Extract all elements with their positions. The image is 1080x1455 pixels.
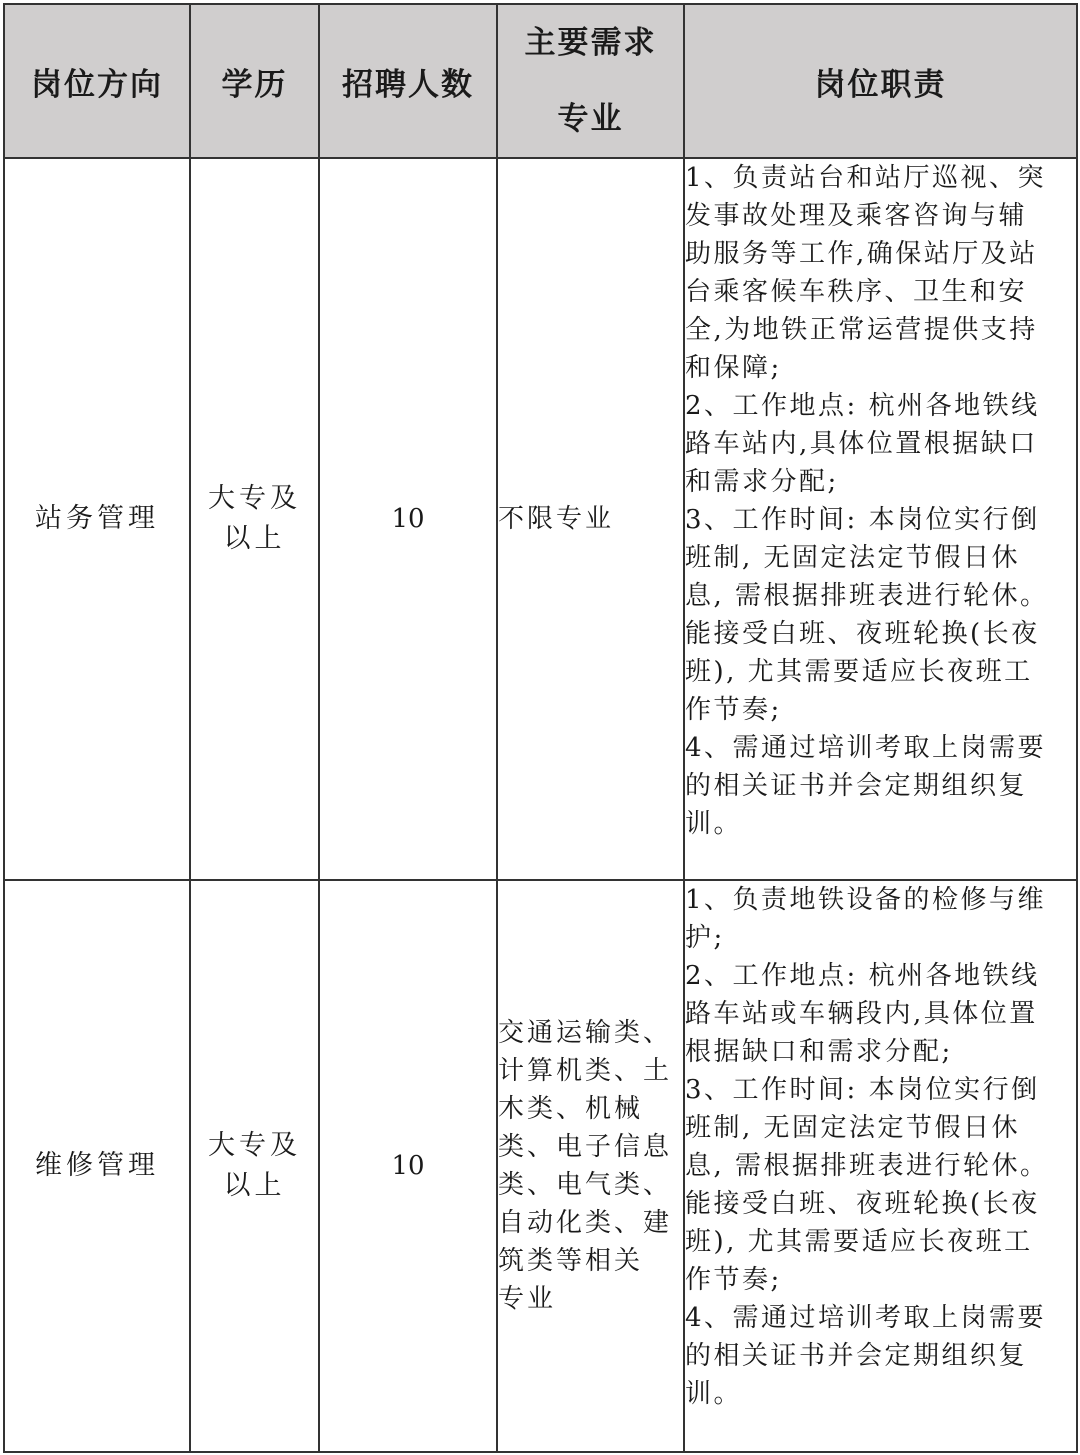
duty-line: 3、工作时间: 本岗位实行倒 <box>685 1075 1040 1105</box>
header-direction: 岗位方向 <box>4 4 190 158</box>
cell-duties <box>684 880 1077 1452</box>
duty-line: 班), 尤其需要适应长夜班工 <box>685 1227 1033 1257</box>
header-education: 学历 <box>190 4 319 158</box>
duty-line: 2、工作地点: 杭州各地铁线 <box>685 391 1040 421</box>
duty-line: 3、工作时间: 本岗位实行倒 <box>685 505 1040 535</box>
duty-line: 路车站内,具体位置根据缺口 <box>685 429 1038 459</box>
duty-line: 班制, 无固定法定节假日休 <box>685 1113 1021 1143</box>
header-duties: 岗位职责 <box>684 4 1077 158</box>
duty-line: 的相关证书并会定期组织复 <box>685 771 1028 801</box>
duty-line: 1、负责站台和站厅巡视、突 <box>685 163 1047 193</box>
cell-headcount: 10 <box>319 158 497 880</box>
cell-major <box>497 158 684 880</box>
cell-direction: 站务管理 <box>4 158 190 880</box>
header-major-line1: 主要需求 <box>524 25 657 61</box>
cell-education <box>190 880 319 1452</box>
duty-line: 台乘客候车秩序、卫生和安 <box>685 277 1028 307</box>
duty-line: 护; <box>685 923 725 953</box>
duty-line: 的相关证书并会定期组织复 <box>685 1341 1028 1371</box>
header-major-line2: 专业 <box>557 101 624 137</box>
duty-line: 2、工作地点: 杭州各地铁线 <box>685 961 1040 991</box>
duty-line: 路车站或车辆段内,具体位置 <box>685 999 1038 1029</box>
cell-headcount: 10 <box>319 880 497 1452</box>
major-line: 类、电气类、 <box>498 1170 673 1200</box>
major-line: 计算机类、土 <box>498 1056 673 1086</box>
cell-education-line: 大专及 <box>208 1130 301 1161</box>
table-header-row <box>4 4 1077 158</box>
cell-education-line: 大专及 <box>208 483 301 514</box>
duty-line: 4、需通过培训考取上岗需要 <box>685 733 1047 763</box>
major-line: 不限专业 <box>498 504 615 534</box>
major-line: 交通运输类、 <box>498 1018 673 1048</box>
duty-line: 训。 <box>685 809 743 839</box>
duty-line: 训。 <box>685 1379 743 1409</box>
duty-line: 班), 尤其需要适应长夜班工 <box>685 657 1033 687</box>
duty-line: 作节奏; <box>685 695 782 725</box>
major-line: 专业 <box>498 1284 557 1314</box>
duty-line: 4、需通过培训考取上岗需要 <box>685 1303 1047 1333</box>
duty-line: 助服务等工作,确保站厅及站 <box>685 239 1038 269</box>
cell-direction: 维修管理 <box>4 880 190 1452</box>
recruitment-table <box>3 3 1078 1453</box>
major-line: 筑类等相关 <box>498 1246 644 1276</box>
cell-education <box>190 158 319 880</box>
duty-line: 根据缺口和需求分配; <box>685 1037 953 1067</box>
duty-line: 和保障; <box>685 353 782 383</box>
table-row <box>4 880 1077 1452</box>
cell-education-line: 以上 <box>223 523 286 554</box>
duty-line: 1、负责地铁设备的检修与维 <box>685 885 1047 915</box>
cell-education-line: 以上 <box>223 1170 286 1201</box>
duty-line: 息, 需根据排班表进行轮休。 <box>685 581 1049 611</box>
major-line: 木类、机械 <box>498 1094 644 1124</box>
duty-line: 能接受白班、夜班轮换(长夜 <box>685 619 1040 649</box>
duty-line: 发事故处理及乘客咨询与辅 <box>685 201 1028 231</box>
major-line: 类、电子信息 <box>498 1132 673 1162</box>
duty-line: 作节奏; <box>685 1265 782 1295</box>
duty-line: 和需求分配; <box>685 467 839 497</box>
cell-duties <box>684 158 1077 880</box>
duty-line: 息, 需根据排班表进行轮休。 <box>685 1151 1049 1181</box>
header-major <box>497 4 684 158</box>
duty-line: 能接受白班、夜班轮换(长夜 <box>685 1189 1040 1219</box>
table-row <box>4 158 1077 880</box>
duty-line: 班制, 无固定法定节假日休 <box>685 543 1021 573</box>
header-headcount: 招聘人数 <box>319 4 497 158</box>
major-line: 自动化类、建 <box>498 1208 673 1238</box>
cell-major <box>497 880 684 1452</box>
duty-line: 全,为地铁正常运营提供支持 <box>685 315 1038 345</box>
